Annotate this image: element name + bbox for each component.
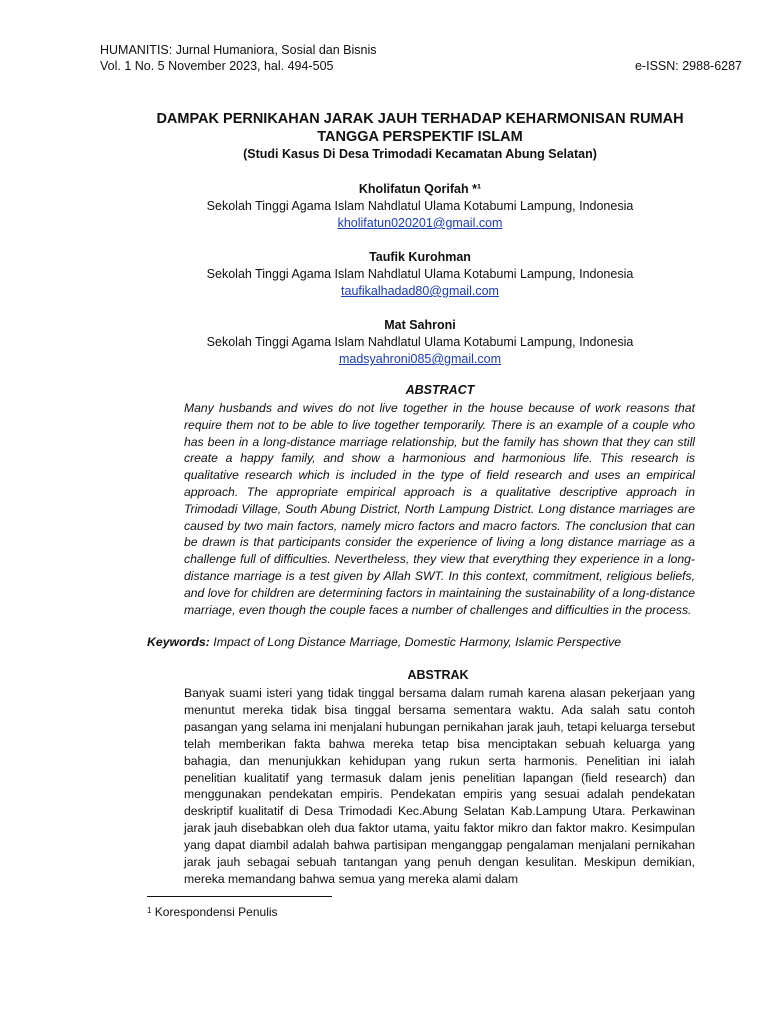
author-2 xyxy=(120,249,720,300)
author-affiliation: Sekolah Tinggi Agama Islam Nahdlatul Ulama Kotabumi Lampung, Indonesia xyxy=(206,335,634,349)
paper-title-line-2: TANGGA PERSPEKTIF ISLAM xyxy=(317,129,523,145)
author-name: Mat Sahroni xyxy=(384,318,456,332)
keywords-line xyxy=(147,634,747,651)
abstrak-text: Banyak suami isteri yang tidak tinggal bersama dalam rumah karena alasan pekerjaan yang menuntut mereka tidak bisa tinggal bersama sementara waktu. Ada salah satu contoh pasangan yang selama ini menjalani hubungan pernikahan jarak jauh, tetapi keluarga tersebut telah memberikan fakta bahwa mereka tetap bisa menciptakan sebuah keluarga yang bahagia, dan menunjukkan kehidupan yang rukun serta harmonis. Penelitian ini ialah penelitian kualitatif yang termasuk dalam jenis penelitian lapangan (field research) dan menggunakan pendekatan empiris. Pendekatan empiris yang sesuai adalah pendekatan deskriptif kualitatif di Desa Trimodadi Kec.Abung Selatan Kab.Lampung Utara. Perkawinan jarak jauh disebabkan oleh dua faktor utama, yaitu faktor mikro dan faktor makro. Kesimpulan yang dapat diambil adalah bahwa partisipan menganggap pengalaman menjalani pernikahan jarak jauh sebagai sebuah tantangan yang penuh dengan kesulitan. Meskipun demikian, mereka memandang bahwa semua yang mereka alami dalam xyxy=(184,686,695,886)
running-header xyxy=(100,42,742,74)
issn: e-ISSN: 2988-6287 xyxy=(634,59,742,73)
abstrak-heading: ABSTRAK xyxy=(407,668,469,682)
author-name: Taufik Kurohman xyxy=(369,250,471,264)
journal-name: HUMANITIS: Jurnal Humaniora, Sosial dan Bisnis xyxy=(100,43,377,57)
title-block xyxy=(120,110,720,163)
footnote-mark: 1 xyxy=(147,906,152,915)
author-3 xyxy=(120,317,720,368)
author-1 xyxy=(120,181,720,232)
volume-info: Vol. 1 No. 5 November 2023, hal. 494-505 xyxy=(100,59,334,73)
footnote-divider xyxy=(147,896,332,897)
author-email-link[interactable]: madsyahroni085@gmail.com xyxy=(338,352,502,366)
abstract-text: Many husbands and wives do not live together in the house because of work reasons that require them not to be able to live together temporarily. There is an example of a couple who has been in a long-distance marriage relationship, but the family has shown that they can still create a happy family, and show a harmonious and harmonious life. This research is qualitative research which is included in the type of field research and uses an empirical approach. The appropriate empirical approach is a qualitative descriptive approach in Trimodadi Village, South Abung District, North Lampung District. Long distance marriages are caused by two main factors, namely micro factors and macro factors. The conclusion that can be drawn is that participants consider the experience of living a long distance marriage as a challenge full of difficulties. Nevertheless, they view that everything they experience in a long-distance marriage is a test given by Allah SWT. In this context, commitment, religious beliefs, and love for children are determining factors in maintaining the sustainability of a long-distance marriage, even though the couple faces a number of challenges and difficulties in the process. xyxy=(184,401,695,617)
author-affiliation: Sekolah Tinggi Agama Islam Nahdlatul Ulama Kotabumi Lampung, Indonesia xyxy=(206,267,634,281)
author-affiliation: Sekolah Tinggi Agama Islam Nahdlatul Ulama Kotabumi Lampung, Indonesia xyxy=(206,199,634,213)
author-email-link[interactable]: taufikalhadad80@gmail.com xyxy=(341,284,499,298)
keywords-value: Impact of Long Distance Marriage, Domestic Harmony, Islamic Perspective xyxy=(209,635,622,649)
abstract-heading: ABSTRACT xyxy=(405,383,475,397)
footnote xyxy=(147,904,278,920)
footnote-text: Korespondensi Penulis xyxy=(151,905,278,919)
author-email-link[interactable]: kholifatun020201@gmail.com xyxy=(337,216,503,230)
paper-title-line-1: DAMPAK PERNIKAHAN JARAK JAUH TERHADAP KEHARMONISAN RUMAH xyxy=(156,111,684,127)
author-list xyxy=(120,181,720,385)
author-name: Kholifatun Qorifah *¹ xyxy=(358,182,482,196)
keywords-label: Keywords: xyxy=(147,635,210,649)
paper-subtitle: (Studi Kasus Di Desa Trimodadi Kecamatan Abung Selatan) xyxy=(243,147,597,161)
